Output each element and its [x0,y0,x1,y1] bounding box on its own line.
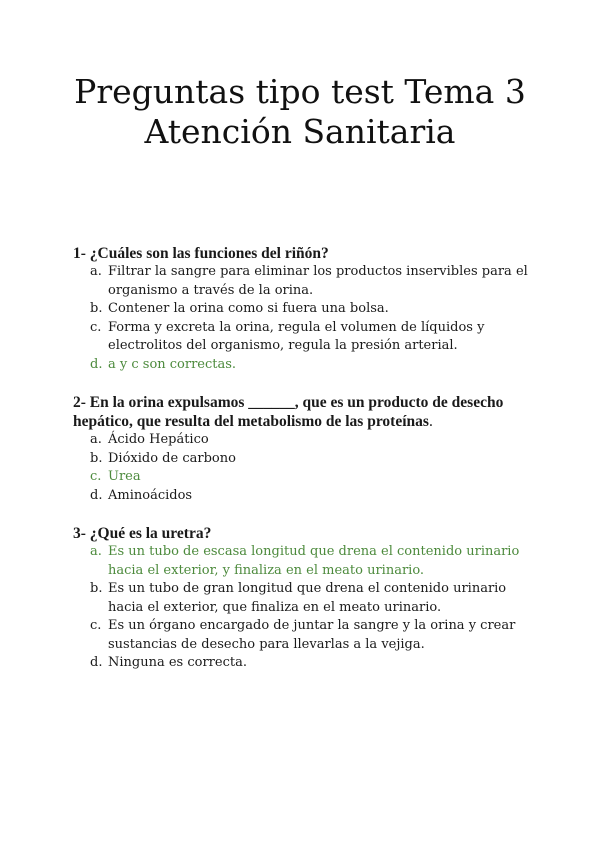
answer-letter: a. [90,264,102,279]
answer-option [73,450,533,469]
answer-text: Ninguna es correcta. [108,655,247,670]
answer-text: Es un tubo de gran longitud que drena el contenido urinario hacia el exterior, que finaliza en el meato urinario. [108,581,507,615]
answer-letter: d. [90,356,103,372]
question-text [73,393,533,431]
answer-text: a y c son correctas. [108,356,237,372]
answer-option [73,319,533,356]
answer-letter: c. [90,319,102,335]
answer-list [73,543,533,673]
answer-text: Es un órgano encargado de juntar la sangre y la orina y crear sustancias de desecho para llevarlas a la vejiga. [108,618,516,652]
title-line-2: Atención Sanitaria [144,112,456,151]
question-text-end: . [428,413,433,430]
answer-text: Urea [108,469,141,484]
question-text: 3- ¿Qué es la uretra? [73,525,212,542]
answer-text: Forma y excreta la orina, regula el volumen de líquidos y electrolitos del organismo, regula la presión arterial. [108,319,485,353]
answer-option [73,543,533,580]
answer-option [73,617,533,654]
answer-letter: c. [90,618,102,633]
answer-letter: b. [90,581,103,596]
answer-option [73,300,533,319]
answer-letter: d. [90,487,103,503]
title-line-1: Preguntas tipo test Tema 3 [74,72,526,111]
answer-text: Ácido Hepático [108,432,209,447]
question-text: 1- ¿Cuáles son las funciones del riñón? [73,245,329,262]
answer-list [73,431,533,505]
question-text-main: 2- En la orina expulsamos ______, que es un producto de desecho hepático, que resulta del metabolismo de las proteínas [73,394,504,430]
answer-option [73,356,533,375]
question-list [73,244,533,692]
document-title [0,72,600,152]
answer-letter: b. [90,301,103,316]
answer-option [73,468,533,487]
answer-letter: d. [90,655,103,670]
answer-text: Dióxido de carbono [108,450,236,466]
answer-text: Aminoácidos [108,487,193,503]
answer-letter: b. [90,450,103,466]
answer-text: Es un tubo de escasa longitud que drena el contenido urinario hacia el exterior, y finaliza en el meato urinario. [108,544,520,578]
answer-list [73,263,533,374]
answer-letter: a. [90,544,102,559]
answer-text: Filtrar la sangre para eliminar los productos inservibles para el organismo a través de la orina. [108,264,528,298]
answer-option [73,263,533,300]
answer-letter: a. [90,432,102,447]
answer-letter: c. [90,469,102,484]
answer-text: Contener la orina como si fuera una bolsa. [108,301,389,316]
question-3 [73,524,533,673]
answer-option [73,580,533,617]
answer-option [73,431,533,450]
answer-option [73,487,533,506]
question-1 [73,244,533,374]
answer-option [73,654,533,673]
question-2 [73,393,533,505]
